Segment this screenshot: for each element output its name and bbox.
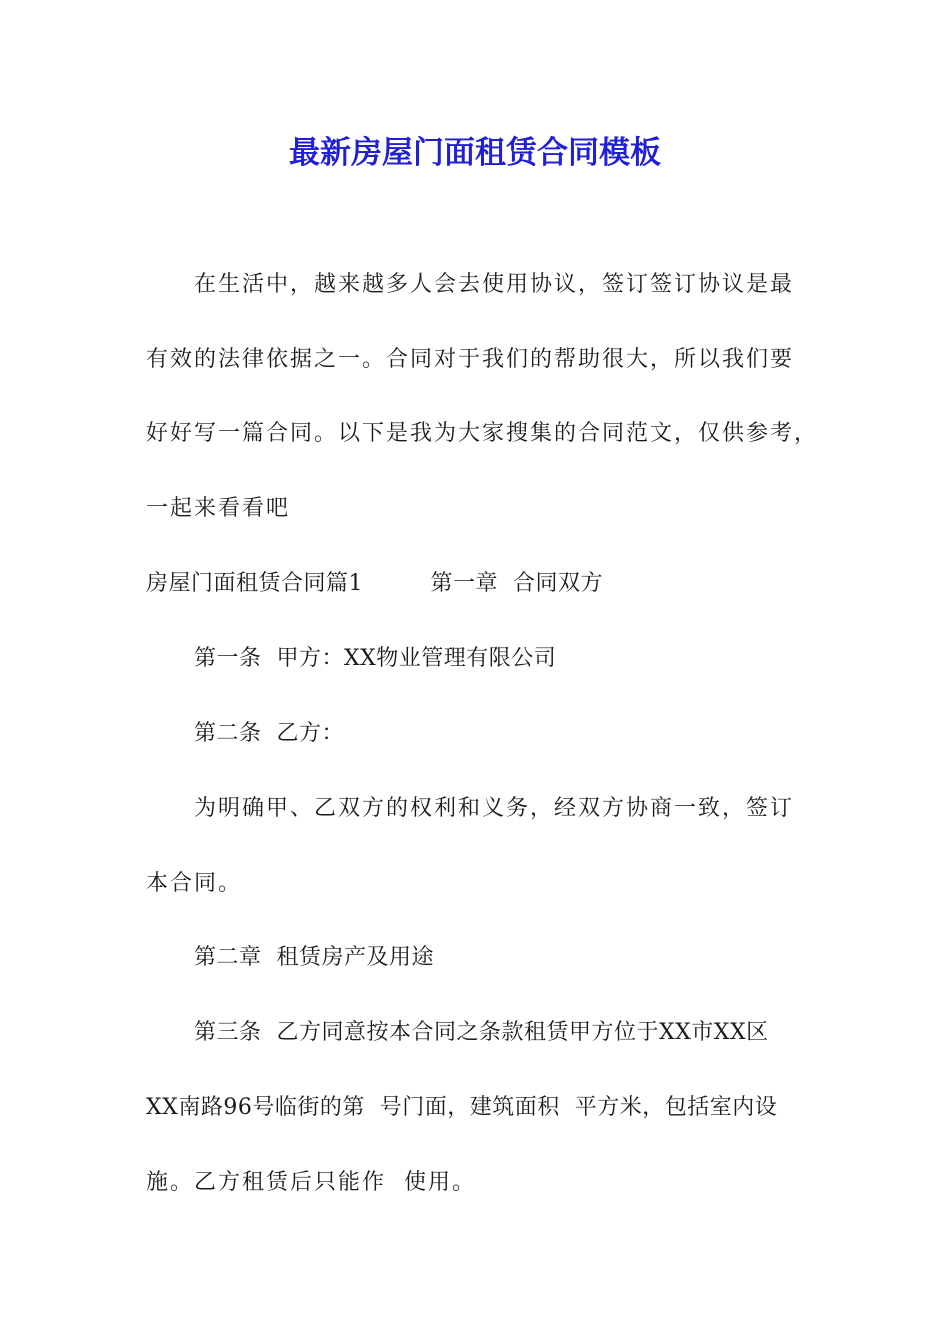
chapter-2-heading: 第二章 租赁房产及用途 bbox=[194, 945, 434, 970]
article-3-line-3: 施。乙方租赁后只能作 使用。 bbox=[146, 1170, 476, 1195]
article-2-party-b: 第二条 乙方： bbox=[194, 721, 344, 746]
purpose-line-1: 为明确甲、乙双方的权利和义务，经双方协商一致，签订 bbox=[194, 796, 795, 821]
intro-line-1: 在生活中，越来越多人会去使用协议，签订签订协议是最 bbox=[194, 272, 795, 297]
section-heading-chapter-1: 房屋门面租赁合同篇1 第一章 合同双方 bbox=[146, 571, 603, 596]
intro-line-2: 有效的法律依据之一。合同对于我们的帮助很大，所以我们要 bbox=[146, 347, 795, 372]
intro-line-3: 好好写一篇合同。以下是我为大家搜集的合同范文，仅供参考， bbox=[146, 421, 819, 446]
purpose-line-2: 本合同。 bbox=[146, 871, 243, 896]
document-title: 最新房屋门面租赁合同模板 bbox=[289, 135, 661, 171]
article-3-line-1: 第三条 乙方同意按本合同之条款租赁甲方位于XX市XX区 bbox=[194, 1020, 769, 1045]
article-1-party-a: 第一条 甲方：XX物业管理有限公司 bbox=[194, 646, 557, 671]
intro-line-4: 一起来看看吧 bbox=[146, 496, 291, 521]
article-3-line-2: XX南路96号临街的第 号门面，建筑面积 平方米，包括室内设 bbox=[146, 1095, 778, 1120]
